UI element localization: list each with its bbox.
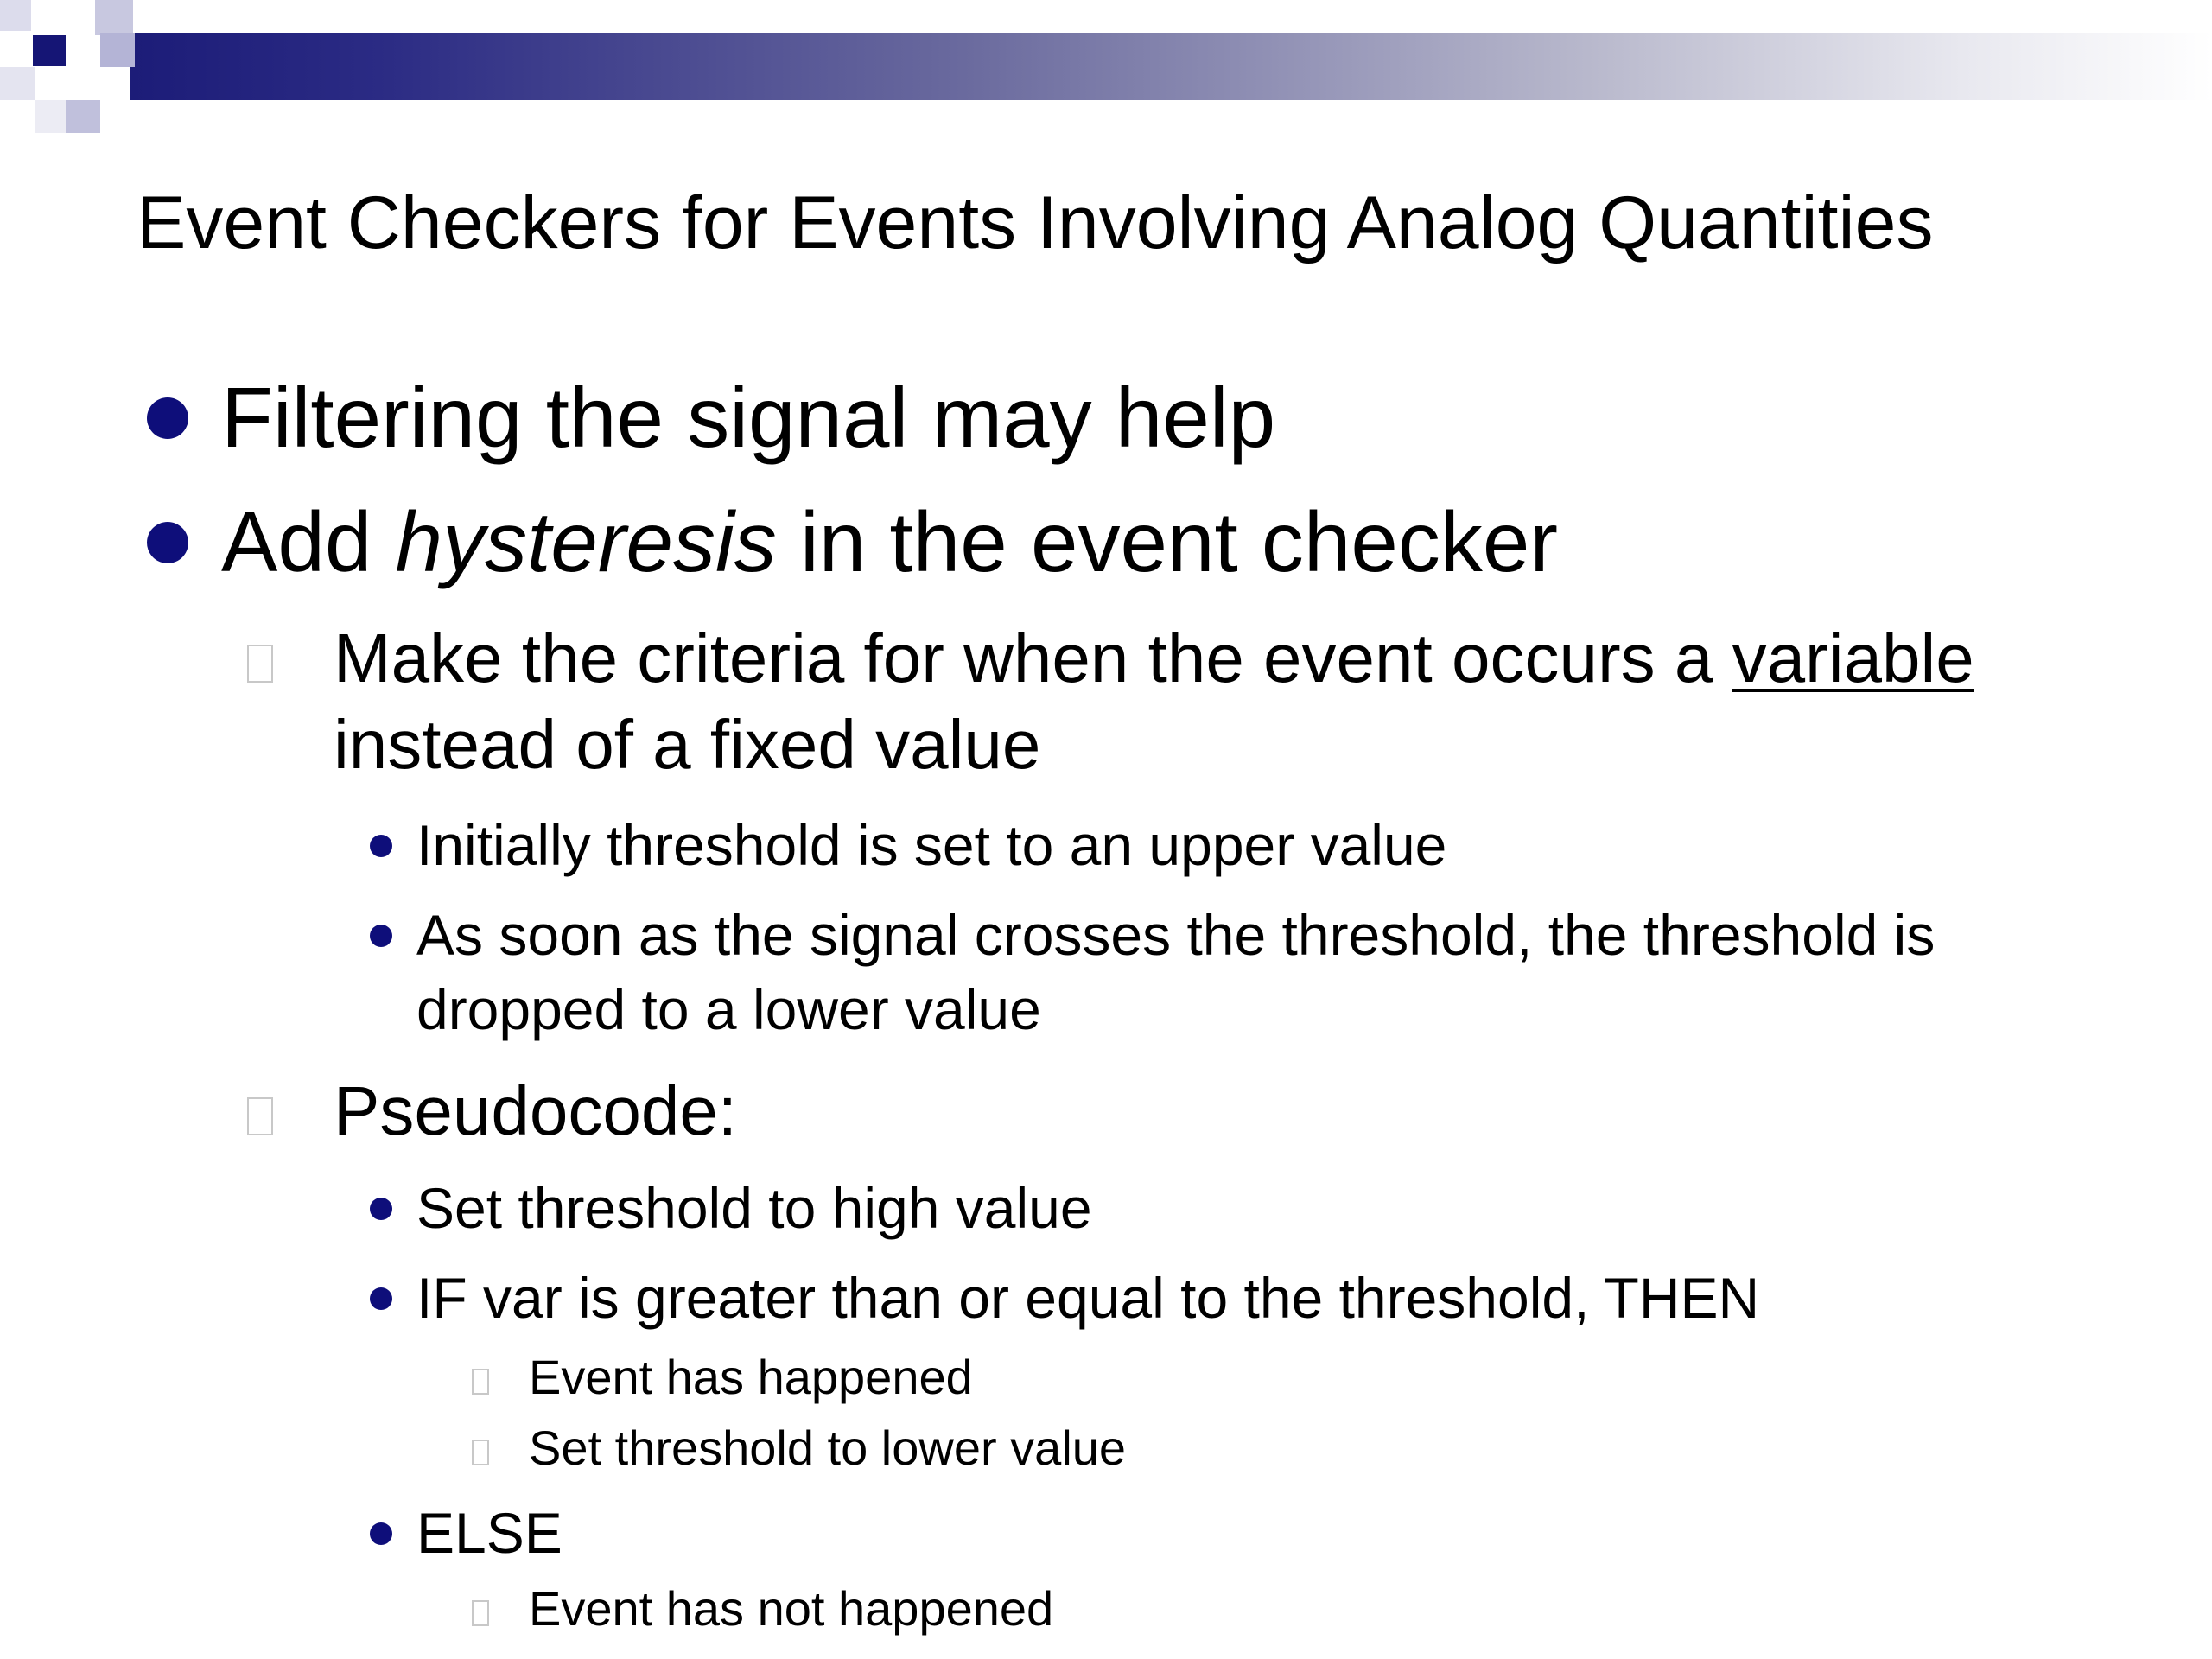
pseudo-set-lower: Set threshold to lower value xyxy=(529,1421,1127,1475)
bullet-dot xyxy=(370,1198,392,1220)
pseudo-else: ELSE xyxy=(416,1501,563,1565)
decor-square xyxy=(95,0,133,35)
decor-square xyxy=(0,67,35,100)
sub-sub-bullet-box-icon xyxy=(472,1440,489,1465)
decor-square xyxy=(66,100,100,133)
pseudo-set-high: Set threshold to high value xyxy=(416,1176,1092,1240)
variable-underlined: variable xyxy=(1732,620,1974,696)
bullet-dot xyxy=(370,925,392,947)
bullet-dot xyxy=(370,1287,392,1310)
sub-bullet-box-icon xyxy=(247,1097,273,1135)
sub-bullet-criteria xyxy=(334,615,1974,702)
bullet-dot xyxy=(370,1522,392,1545)
sub-bullet-criteria-cont: instead of a fixed value xyxy=(334,706,1041,783)
header-gradient-band xyxy=(130,33,2212,100)
decor-square xyxy=(35,100,66,133)
bullet-dot xyxy=(147,522,188,563)
sub-bullet-pseudocode: Pseudocode: xyxy=(334,1072,738,1149)
bullet-dot xyxy=(370,835,392,857)
slide-title: Event Checkers for Events Involving Analog Quantities xyxy=(137,181,1934,264)
bullet-filtering: Filtering the signal may help xyxy=(221,370,1276,465)
sub-item-initial-threshold: Initially threshold is set to an upper value xyxy=(416,813,1447,877)
sub-sub-bullet-box-icon xyxy=(472,1369,489,1395)
bullet-hysteresis-suffix: in the event checker xyxy=(776,494,1559,589)
pseudo-if: IF var is greater than or equal to the threshold, THEN xyxy=(416,1266,1760,1330)
sub-item-threshold-drop: As soon as the signal crosses the threshold, the threshold is xyxy=(416,903,1936,967)
decor-square xyxy=(100,33,135,67)
sub-item-threshold-drop-cont: dropped to a lower value xyxy=(416,977,1041,1041)
sub-bullet-box-icon xyxy=(247,645,273,683)
pseudo-event-happened: Event has happened xyxy=(529,1350,973,1404)
hysteresis-emphasis: hysteresis xyxy=(395,494,777,589)
criteria-text-part1: Make the criteria for when the event occurs a xyxy=(334,620,1732,696)
decor-square xyxy=(33,35,66,66)
bullet-hysteresis-prefix: Add xyxy=(221,494,396,589)
decor-square xyxy=(0,0,31,31)
bullet-dot xyxy=(147,397,188,439)
pseudo-event-not-happened: Event has not happened xyxy=(529,1581,1054,1636)
bullet-hysteresis xyxy=(221,494,1558,589)
sub-sub-bullet-box-icon xyxy=(472,1600,489,1626)
